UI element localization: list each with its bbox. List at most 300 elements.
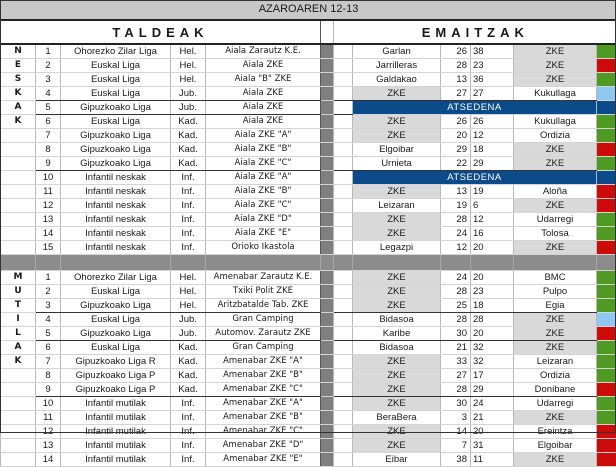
- home-team: Eibar: [353, 453, 441, 467]
- row-number: 2: [36, 59, 61, 73]
- team-name: Amenabar ZKE "A": [206, 397, 321, 411]
- league-name: Infantil mutilak: [61, 439, 171, 453]
- home-team: ZKE: [353, 185, 441, 199]
- row-number: 1: [36, 44, 61, 59]
- away-score: 23: [471, 285, 514, 299]
- away-score: 27: [471, 87, 514, 101]
- table-row: [1, 425, 616, 439]
- home-score: 30: [441, 397, 471, 411]
- separator-cell: [471, 255, 514, 271]
- divider-bar: [321, 285, 334, 299]
- home-team: ZKE: [353, 285, 441, 299]
- row-number: 13: [36, 439, 61, 453]
- result-draw-marker: [597, 313, 616, 327]
- result-loss-marker: [597, 185, 616, 199]
- result-win-marker: [597, 115, 616, 129]
- table-row: [1, 285, 616, 299]
- team-name: Gran Camping: [206, 341, 321, 355]
- team-name: Aiala ZKE "B": [206, 143, 321, 157]
- divider-bar: [321, 411, 334, 425]
- table-row: [1, 73, 616, 87]
- divider-bar: [321, 439, 334, 453]
- table-row: [1, 101, 616, 115]
- title-row: [1, 0, 616, 20]
- spacer-cell: [334, 369, 353, 383]
- team-name: Aiala ZKE "A": [206, 129, 321, 143]
- away-team: Kukullaga: [514, 87, 597, 101]
- team-name: Aiala ZKE: [206, 87, 321, 101]
- spacer-cell: [334, 129, 353, 143]
- separator-cell: [321, 255, 334, 271]
- divider-bar: [321, 227, 334, 241]
- league-name: Gipuzkoako Liga: [61, 101, 171, 115]
- divider-bar: [321, 185, 334, 199]
- category: Inf.: [171, 439, 206, 453]
- away-score: 12: [471, 213, 514, 227]
- separator-cell: [171, 255, 206, 271]
- league-name: Euskal Liga: [61, 115, 171, 129]
- away-score: 12: [471, 129, 514, 143]
- home-team: Bidasoa: [353, 313, 441, 327]
- category: Inf.: [171, 425, 206, 439]
- home-team: ZKE: [353, 299, 441, 313]
- section-letter: K: [1, 115, 36, 129]
- league-name: Gipuzkoako Liga P: [61, 383, 171, 397]
- row-number: 6: [36, 115, 61, 129]
- home-score: 19: [441, 199, 471, 213]
- home-score: 28: [441, 383, 471, 397]
- league-name: Infantil mutilak: [61, 411, 171, 425]
- home-team: Karibe: [353, 327, 441, 341]
- league-name: Ohorezko Zilar Liga: [61, 271, 171, 285]
- result-win-marker: [597, 227, 616, 241]
- section-letter: L: [1, 327, 36, 341]
- home-score: 29: [441, 143, 471, 157]
- section-separator: [1, 255, 616, 271]
- section-letter: [1, 199, 36, 213]
- away-team: ZKE: [514, 143, 597, 157]
- home-score: 22: [441, 157, 471, 171]
- league-name: Gipuzkoako Liga P: [61, 369, 171, 383]
- category: Jub.: [171, 327, 206, 341]
- section-letter: [1, 143, 36, 157]
- home-team: Legazpi: [353, 241, 441, 255]
- spacer-cell: [334, 341, 353, 355]
- section-letter: S: [1, 73, 36, 87]
- table-row: [1, 313, 616, 327]
- result-loss-marker: [597, 439, 616, 453]
- home-score: 3: [441, 411, 471, 425]
- result-win-marker: [597, 299, 616, 313]
- divider-bar: [321, 199, 334, 213]
- team-name: Aritzbatalde Tab. ZKE: [206, 299, 321, 313]
- team-name: Gran Camping: [206, 313, 321, 327]
- away-team: ZKE: [514, 327, 597, 341]
- league-name: Euskal Liga: [61, 341, 171, 355]
- table-row: [1, 439, 616, 453]
- team-name: Aiala ZKE "E": [206, 227, 321, 241]
- table-row: [1, 157, 616, 171]
- table-row: [1, 87, 616, 101]
- category: Jub.: [171, 87, 206, 101]
- league-name: Infantil mutilak: [61, 453, 171, 467]
- category: Hel.: [171, 299, 206, 313]
- section-letter: [1, 241, 36, 255]
- divider-bar: [321, 383, 334, 397]
- team-name: Aiala ZKE: [206, 101, 321, 115]
- spacer-cell: [334, 453, 353, 467]
- table-row: [1, 171, 616, 185]
- result-win-marker: [597, 129, 616, 143]
- divider-bar: [321, 271, 334, 285]
- away-team: Leizaran: [514, 355, 597, 369]
- result-win-marker: [597, 341, 616, 355]
- spacer-cell: [334, 355, 353, 369]
- section-letter: [1, 171, 36, 185]
- spacer-cell: [334, 271, 353, 285]
- league-name: Infantil neskak: [61, 213, 171, 227]
- away-score: 23: [471, 59, 514, 73]
- divider-bar: [321, 341, 334, 355]
- team-name: Amenabar ZKE "B": [206, 369, 321, 383]
- row-number: 14: [36, 453, 61, 467]
- result-win-marker: [597, 355, 616, 369]
- team-name: Aiala "B" ZKE: [206, 73, 321, 87]
- result-marker: [597, 171, 616, 185]
- home-team: Bidasoa: [353, 341, 441, 355]
- divider-bar: [321, 129, 334, 143]
- row-number: 3: [36, 299, 61, 313]
- row-number: 9: [36, 157, 61, 171]
- home-team: ZKE: [353, 115, 441, 129]
- home-score: 28: [441, 59, 471, 73]
- section-letter: [1, 369, 36, 383]
- row-number: 5: [36, 327, 61, 341]
- home-score: 27: [441, 87, 471, 101]
- divider-bar: [321, 425, 334, 439]
- category: Kad.: [171, 143, 206, 157]
- home-team: Elgoibar: [353, 143, 441, 157]
- row-number: 12: [36, 425, 61, 439]
- category: Jub.: [171, 101, 206, 115]
- category: Hel.: [171, 44, 206, 59]
- home-score: 28: [441, 213, 471, 227]
- league-name: Gipuzkoako Liga: [61, 143, 171, 157]
- table-row: [1, 143, 616, 157]
- spacer-cell: [334, 327, 353, 341]
- category: Inf.: [171, 241, 206, 255]
- section-letter: [1, 425, 36, 439]
- table-row: [1, 213, 616, 227]
- separator-cell: [597, 255, 616, 271]
- category: Inf.: [171, 453, 206, 467]
- rest-banner: ATSEDENA: [353, 101, 597, 115]
- away-team: Ordizia: [514, 129, 597, 143]
- table-row: [1, 185, 616, 199]
- section-letter: [1, 185, 36, 199]
- teams-header: TALDEAK: [1, 20, 321, 44]
- league-name: Gipuzkoako Liga: [61, 129, 171, 143]
- category: Inf.: [171, 199, 206, 213]
- section-letter: [1, 157, 36, 171]
- away-score: 31: [471, 439, 514, 453]
- spacer-cell: [334, 59, 353, 73]
- home-score: 27: [441, 369, 471, 383]
- row-number: 2: [36, 285, 61, 299]
- away-team: Donibane: [514, 383, 597, 397]
- divider-bar: [321, 397, 334, 411]
- home-team: ZKE: [353, 397, 441, 411]
- divider-bar: [321, 143, 334, 157]
- team-name: Amenabar ZKE "E": [206, 453, 321, 467]
- table-row: [1, 383, 616, 397]
- spacer-cell: [334, 397, 353, 411]
- home-team: BeraBera: [353, 411, 441, 425]
- section-letter: [1, 383, 36, 397]
- team-name: Aiala ZKE: [206, 59, 321, 73]
- category: Hel.: [171, 73, 206, 87]
- spacer-cell: [334, 425, 353, 439]
- spacer-cell: [334, 241, 353, 255]
- away-score: 29: [471, 383, 514, 397]
- spacer-cell: [334, 299, 353, 313]
- section-letter: [1, 453, 36, 467]
- result-loss-marker: [597, 199, 616, 213]
- separator-cell: [61, 255, 171, 271]
- category: Inf.: [171, 171, 206, 185]
- home-score: 28: [441, 313, 471, 327]
- divider-bar: [321, 101, 334, 115]
- category: Inf.: [171, 227, 206, 241]
- divider-bar: [321, 87, 334, 101]
- row-number: 12: [36, 199, 61, 213]
- row-number: 15: [36, 241, 61, 255]
- away-score: 20: [471, 241, 514, 255]
- table-row: [1, 327, 616, 341]
- league-name: Euskal Liga: [61, 59, 171, 73]
- away-team: ZKE: [514, 73, 597, 87]
- row-number: 14: [36, 227, 61, 241]
- home-score: 24: [441, 227, 471, 241]
- league-name: Infantil neskak: [61, 227, 171, 241]
- home-team: ZKE: [353, 87, 441, 101]
- away-score: 16: [471, 227, 514, 241]
- home-score: 7: [441, 439, 471, 453]
- result-loss-marker: [597, 59, 616, 73]
- section-letter: [1, 439, 36, 453]
- spacer-cell: [334, 143, 353, 157]
- away-team: Udarregi: [514, 213, 597, 227]
- away-score: 24: [471, 397, 514, 411]
- league-name: Gipuzkoako Liga R: [61, 355, 171, 369]
- table-row: [1, 241, 616, 255]
- separator-cell: [334, 255, 353, 271]
- spacer-cell: [334, 411, 353, 425]
- table-row: [1, 129, 616, 143]
- spacer-cell: [334, 87, 353, 101]
- league-name: Ohorezko Zilar Liga: [61, 44, 171, 59]
- table-row: [1, 355, 616, 369]
- category: Kad.: [171, 341, 206, 355]
- home-score: 24: [441, 271, 471, 285]
- result-win-marker: [597, 271, 616, 285]
- home-score: 13: [441, 185, 471, 199]
- away-team: Ordizia: [514, 369, 597, 383]
- divider-bar: [321, 115, 334, 129]
- separator-cell: [36, 255, 61, 271]
- result-win-marker: [597, 157, 616, 171]
- category: Inf.: [171, 411, 206, 425]
- result-loss-marker: [597, 383, 616, 397]
- category: Inf.: [171, 213, 206, 227]
- away-score: 20: [471, 327, 514, 341]
- home-score: 30: [441, 327, 471, 341]
- table-row: [1, 453, 616, 467]
- spacer-cell: [334, 115, 353, 129]
- table-row: [1, 115, 616, 129]
- result-win-marker: [597, 44, 616, 59]
- away-team: ZKE: [514, 453, 597, 467]
- away-score: 38: [471, 44, 514, 59]
- home-score: 14: [441, 425, 471, 439]
- away-score: 26: [471, 115, 514, 129]
- away-team: ZKE: [514, 157, 597, 171]
- table-row: [1, 59, 616, 73]
- team-name: Aiala ZKE "C": [206, 157, 321, 171]
- category: Kad.: [171, 115, 206, 129]
- league-name: Infantil neskak: [61, 185, 171, 199]
- home-score: 13: [441, 73, 471, 87]
- away-score: 21: [471, 411, 514, 425]
- away-score: 11: [471, 453, 514, 467]
- spacer-cell: [334, 213, 353, 227]
- section-letter: K: [1, 87, 36, 101]
- result-win-marker: [597, 73, 616, 87]
- category: Hel.: [171, 271, 206, 285]
- divider-bar: [321, 59, 334, 73]
- away-team: Egia: [514, 299, 597, 313]
- spacer-cell: [334, 157, 353, 171]
- section-letter: A: [1, 101, 36, 115]
- away-team: Aloña: [514, 185, 597, 199]
- rest-banner: ATSEDENA: [353, 171, 597, 185]
- row-number: 6: [36, 341, 61, 355]
- row-number: 5: [36, 101, 61, 115]
- separator-cell: [206, 255, 321, 271]
- section-letter: [1, 129, 36, 143]
- away-team: ZKE: [514, 241, 597, 255]
- home-score: 12: [441, 241, 471, 255]
- spacer-cell: [334, 73, 353, 87]
- table-row: [1, 369, 616, 383]
- away-score: 29: [471, 157, 514, 171]
- row-number: 8: [36, 369, 61, 383]
- home-team: ZKE: [353, 439, 441, 453]
- result-win-marker: [597, 411, 616, 425]
- divider-bar: [321, 313, 334, 327]
- league-name: Infantil neskak: [61, 171, 171, 185]
- home-team: ZKE: [353, 369, 441, 383]
- result-marker: [597, 101, 616, 115]
- separator-cell: [1, 255, 36, 271]
- team-name: Amenabar ZKE "A": [206, 355, 321, 369]
- home-team: ZKE: [353, 129, 441, 143]
- result-win-marker: [597, 285, 616, 299]
- away-team: Ereintza: [514, 425, 597, 439]
- home-score: 26: [441, 115, 471, 129]
- divider-bar: [321, 213, 334, 227]
- away-score: 19: [471, 185, 514, 199]
- league-name: Gipuzkoako Liga: [61, 299, 171, 313]
- spacer-cell: [334, 199, 353, 213]
- league-name: Euskal Liga: [61, 285, 171, 299]
- away-team: BMC: [514, 271, 597, 285]
- team-name: Aiala ZKE "B": [206, 185, 321, 199]
- home-team: Jarrilleras: [353, 59, 441, 73]
- home-team: ZKE: [353, 213, 441, 227]
- divider-bar: [321, 453, 334, 467]
- divider-bar: [321, 157, 334, 171]
- result-win-marker: [597, 397, 616, 411]
- away-team: ZKE: [514, 199, 597, 213]
- team-name: Orioko Ikastola: [206, 241, 321, 255]
- results-header: EMAITZAK: [334, 20, 616, 44]
- league-name: Infantil neskak: [61, 241, 171, 255]
- separator-cell: [514, 255, 597, 271]
- category: Inf.: [171, 185, 206, 199]
- section-letter: [1, 227, 36, 241]
- home-score: 28: [441, 285, 471, 299]
- away-team: ZKE: [514, 44, 597, 59]
- table-row: [1, 397, 616, 411]
- away-score: 18: [471, 143, 514, 157]
- home-team: Leizaran: [353, 199, 441, 213]
- row-number: 9: [36, 383, 61, 397]
- league-name: Euskal Liga: [61, 313, 171, 327]
- league-name: Infantil neskak: [61, 199, 171, 213]
- away-team: ZKE: [514, 341, 597, 355]
- team-name: Amenabar ZKE "C": [206, 383, 321, 397]
- home-score: 21: [441, 341, 471, 355]
- category: Kad.: [171, 383, 206, 397]
- category: Kad.: [171, 355, 206, 369]
- home-team: ZKE: [353, 227, 441, 241]
- team-name: Amenabar ZKE "B": [206, 411, 321, 425]
- home-score: 20: [441, 129, 471, 143]
- section-letter: [1, 397, 36, 411]
- away-team: ZKE: [514, 313, 597, 327]
- team-name: Amenabar ZKE "C": [206, 425, 321, 439]
- divider-bar: [321, 20, 334, 44]
- category: Kad.: [171, 129, 206, 143]
- separator-cell: [353, 255, 441, 271]
- row-number: 13: [36, 213, 61, 227]
- spacer-cell: [334, 383, 353, 397]
- section-letter: I: [1, 313, 36, 327]
- home-team: Galdakao: [353, 73, 441, 87]
- away-score: 18: [471, 299, 514, 313]
- home-score: 25: [441, 299, 471, 313]
- spacer-cell: [334, 285, 353, 299]
- section-letter: M: [1, 271, 36, 285]
- divider-bar: [321, 73, 334, 87]
- team-name: Aiala ZKE: [206, 115, 321, 129]
- away-score: 32: [471, 341, 514, 355]
- home-team: ZKE: [353, 271, 441, 285]
- row-number: 7: [36, 129, 61, 143]
- team-name: Txiki Polit ZKE: [206, 285, 321, 299]
- row-number: 4: [36, 313, 61, 327]
